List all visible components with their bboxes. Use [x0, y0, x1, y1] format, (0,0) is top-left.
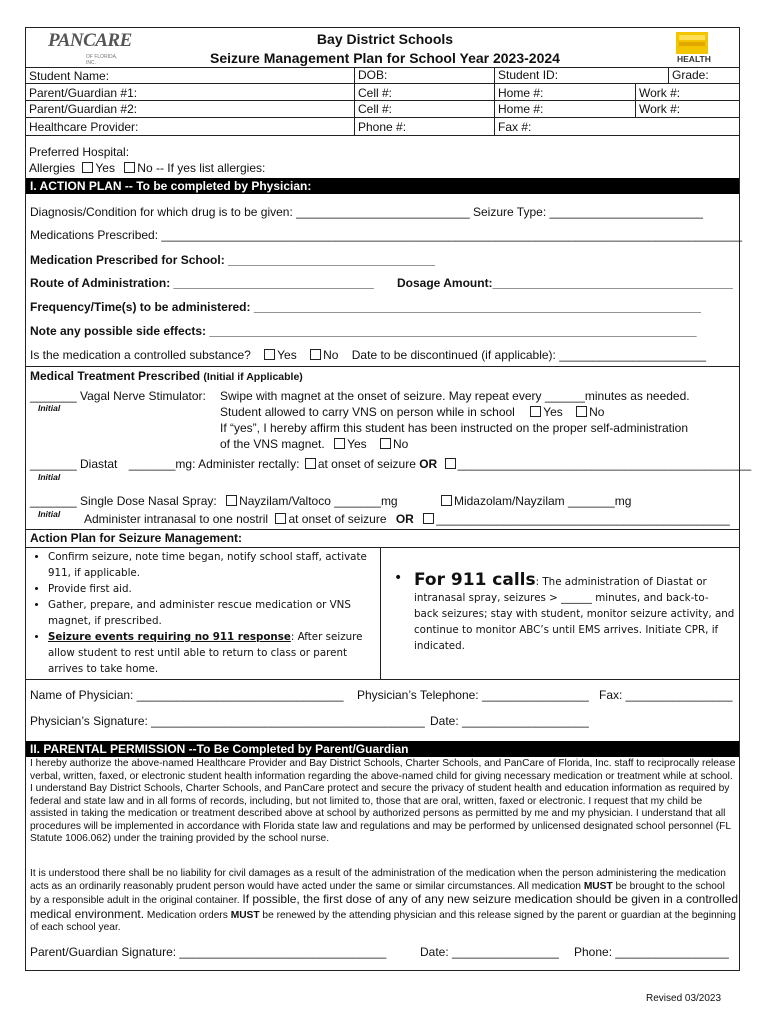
intranasal-other-checkbox[interactable] — [423, 513, 434, 524]
divider — [25, 679, 740, 680]
controlled-no-label: No — [323, 348, 339, 362]
nasal-initial-label: Initial — [38, 509, 61, 519]
guardian-phone-field[interactable]: Phone: _________________ — [574, 945, 729, 959]
vns-affirm-yes-label: Yes — [347, 437, 367, 451]
guardian1-home-field[interactable]: Home #: — [498, 86, 544, 100]
vns-label: Vagal Nerve Stimulator: — [80, 389, 206, 403]
frequency-field[interactable]: Frequency/Time(s) to be administered: ___________________________________________________________________ — [30, 300, 701, 314]
divider — [25, 529, 740, 530]
pancare-logo-subtext: OF FLORIDA, INC. — [86, 54, 118, 66]
allergies-yes-label: Yes — [95, 161, 115, 175]
physician-fax-field[interactable]: Fax: ________________ — [599, 688, 733, 702]
guardian1-cell-field[interactable]: Cell #: — [358, 86, 393, 100]
diastat-onset-checkbox[interactable] — [305, 458, 316, 469]
diastat-label: Diastat — [80, 457, 118, 471]
nayzilam-dose[interactable]: Nayzilam/Valtoco _______mg — [239, 494, 398, 508]
section2-header: II. PARENTAL PERMISSION --To Be Completed by Parent/Guardian — [26, 741, 739, 757]
health-logo-text: HEALTH — [677, 54, 711, 64]
physician-phone-field[interactable]: Physician’s Telephone: ________________ — [357, 688, 589, 702]
diastat-initial-blank[interactable]: _______ — [30, 457, 77, 471]
controlled-yes-checkbox[interactable] — [264, 349, 275, 360]
treatment-title-row — [30, 369, 303, 383]
liability-text: Medication orders — [144, 909, 231, 921]
controlled-yes-label: Yes — [277, 348, 297, 362]
diastat-other-field[interactable]: ____________________________________________ — [457, 457, 752, 471]
grade-field[interactable]: Grade: — [672, 68, 709, 82]
guardian1-field[interactable]: Parent/Guardian #1: — [29, 86, 138, 100]
must-emphasis: MUST — [230, 909, 260, 921]
intranasal-row — [84, 512, 730, 526]
authorization-paragraph: I hereby authorize the above-named Healthcare Provider and Bay District Schools, Charter Schools, and PanCare of Florida, Inc. staff to reciprocally release verbal, written, faxed, or electronic student health information regarding the above-named child for giving necessary medication or treatment while at school. I understand Bay District Schools, Charter Schools, and PanCare protect and secure the privacy of student health and education information as required by federal and state law and in all forms of records, including, but not limited to, those that are oral, written, faxed or electronic. I request that my child be assisted in taking the medication or treatment described above at school by authorized persons as permitted by me and my physician. I understand that all procedures will be implemented in accordance with Florida state law and regulations and may be performed by unlicensed designated school personnel (FL Statute 1006.062) under the training provided by the school nurse. — [30, 758, 736, 844]
vns-carry-no-label: No — [589, 405, 605, 419]
no911-text: : After seizure allow student to rest until able to return to class or parent arrives to take home. — [48, 631, 363, 675]
physician-signature-field[interactable]: Physician’s Signature: _________________________________________ — [30, 714, 425, 728]
controlled-no-checkbox[interactable] — [310, 349, 321, 360]
guardian-signature-field[interactable]: Parent/Guardian Signature: _______________________________ — [30, 945, 387, 959]
midazolam-dose[interactable]: Midazolam/Nayzilam _______mg — [453, 494, 632, 508]
discontinue-field[interactable]: Date to be discontinued (if applicable): ______________________ — [351, 348, 707, 362]
guardian1-work-field[interactable]: Work #: — [639, 86, 681, 100]
student-id-field[interactable]: Student ID: — [498, 68, 559, 82]
liability-emphasis-text: If possible, the first dose of any of any new seizure medication should be given in a controlled medical environment. — [30, 892, 738, 921]
diastat-initial-label: Initial — [38, 472, 61, 482]
guardian-date-field[interactable]: Date: ________________ — [420, 945, 559, 959]
liability-text: be brought to the school by a responsible adult in the original container. — [30, 880, 725, 906]
physician-name-field[interactable]: Name of Physician: _______________________________ — [30, 688, 344, 702]
diastat-dose[interactable]: _______mg: Administer rectally: — [128, 457, 300, 471]
revised-date: Revised 03/2023 — [646, 993, 722, 1004]
document-title: Bay District Schools — [316, 31, 454, 47]
vns-line1: Swipe with magnet at the onset of seizure. May repeat every ______minutes as needed. — [220, 389, 690, 403]
section1-header: I. ACTION PLAN -- To be completed by Physician: — [26, 178, 739, 194]
provider-phone-field[interactable]: Phone #: — [358, 120, 407, 134]
guardian2-work-field[interactable]: Work #: — [639, 102, 681, 116]
divider — [25, 366, 740, 367]
vns-line3: If “yes”, I hereby affirm this student has been instructed on the proper self-administration — [220, 421, 689, 435]
vns-affirm-no-label: No — [393, 437, 409, 451]
diastat-onset-label: at onset of seizure — [317, 457, 416, 471]
physician-date-field[interactable]: Date: ___________________ — [430, 714, 589, 728]
mgmt-title: Action Plan for Seizure Management: — [30, 531, 243, 545]
call911-text: : The administration of Diastat or intranasal spray, seizures > ______ minutes, and back-to- back seizures; stay with student, monitor seizure activity, and continue to monitor ABC’s until EMS arrives. Initiate CPR, if indicated. — [414, 576, 735, 652]
mgmt-item-no911 — [48, 629, 378, 677]
controlled-row — [30, 348, 706, 362]
nasal-initial-blank[interactable]: _______ — [30, 494, 77, 508]
vns-line4-row — [220, 437, 408, 451]
mgmt-list — [26, 549, 378, 677]
allergies-no-label: No -- If yes list allergies: — [137, 161, 266, 175]
dob-field[interactable]: DOB: — [358, 68, 388, 82]
intranasal-or: OR — [395, 512, 414, 526]
provider-fax-field[interactable]: Fax #: — [498, 120, 532, 134]
treatment-title: Medical Treatment Prescribed — [30, 369, 201, 383]
intranasal-other-field[interactable]: ____________________________________________ — [436, 512, 730, 526]
preferred-hospital-field[interactable]: Preferred Hospital: — [29, 145, 130, 159]
student-name-field[interactable]: Student Name: — [29, 69, 110, 83]
diastat-row — [80, 457, 751, 471]
diastat-other-checkbox[interactable] — [445, 458, 456, 469]
must-emphasis: MUST — [583, 880, 613, 892]
vns-line4: of the VNS magnet. — [220, 437, 325, 451]
mgmt-item: • Provide first aid. — [48, 581, 378, 597]
vns-affirm-yes-checkbox[interactable] — [334, 438, 345, 449]
vns-initial-blank[interactable]: _______ — [30, 389, 77, 403]
nasal-label: Single Dose Nasal Spray: — [80, 494, 217, 508]
controlled-question: Is the medication a controlled substance? — [30, 348, 251, 362]
intranasal-label: Administer intranasal to one nostril — [84, 512, 269, 526]
no911-title: Seizure events requiring no 911 response — [48, 631, 291, 643]
mgmt-item: • Confirm seizure, note time began, notify school staff, activate 911, if applicable. — [48, 549, 378, 581]
diastat-or: OR — [419, 457, 438, 471]
route-field[interactable]: Route of Administration: ______________________________ — [30, 276, 374, 290]
call911-title: For 911 calls — [414, 570, 536, 590]
treatment-note: (Initial if Applicable) — [203, 371, 303, 383]
mgmt-col-divider — [380, 547, 381, 679]
vns-line2-row — [220, 405, 604, 419]
pancare-logo-text: PANCARE — [48, 30, 132, 51]
provider-field[interactable]: Healthcare Provider: — [29, 120, 139, 134]
call911-block — [414, 572, 736, 654]
nasal-row — [80, 494, 631, 508]
vns-carry-no-checkbox[interactable] — [576, 406, 587, 417]
mgmt-item: • Gather, prepare, and administer rescue medication or VNS magnet, if prescribed. — [48, 597, 378, 629]
med-school-field[interactable]: Medication Prescribed for School: _______________________________ — [30, 253, 435, 267]
medications-field[interactable]: Medications Prescribed: _______________________________________________________________________________________ — [30, 228, 743, 242]
vns-affirm-no-checkbox[interactable] — [380, 438, 391, 449]
nayzilam-checkbox[interactable] — [226, 495, 237, 506]
allergies-label: Allergies — [29, 161, 76, 175]
intranasal-onset-label: at onset of seizure — [288, 512, 387, 526]
vns-initial-label: Initial — [38, 403, 61, 413]
vns-line2: Student allowed to carry VNS on person while in school — [220, 405, 515, 419]
diagnosis-field[interactable]: Diagnosis/Condition for which drug is to be given: __________________________ Seizure Type: _______________________ — [30, 205, 703, 219]
side-effects-field[interactable]: Note any possible side effects: _________________________________________________________________________ — [30, 324, 697, 338]
vns-carry-yes-label: Yes — [543, 405, 563, 419]
liability-text: It is understood there shall be no liability for civil damages as a result of the administration of the medication when the person administering the medication acts as an ordinarily reasonably prudent person would have acted under the same or similar circumstances. All medication — [30, 868, 726, 892]
guardian2-cell-field[interactable]: Cell #: — [358, 102, 393, 116]
divider — [25, 547, 740, 548]
guardian2-home-field[interactable]: Home #: — [498, 102, 544, 116]
bullet-icon: • — [394, 570, 403, 586]
allergies-yes-checkbox[interactable] — [82, 162, 93, 173]
liability-text: be renewed by the attending physician and this release signed by the parent or guardian at the beginning of each school year. — [30, 909, 736, 933]
intranasal-onset-checkbox[interactable] — [275, 513, 286, 524]
allergies-no-checkbox[interactable] — [124, 162, 135, 173]
vns-carry-yes-checkbox[interactable] — [530, 406, 541, 417]
liability-paragraph — [30, 868, 738, 935]
dosage-field[interactable]: Dosage Amount:____________________________________ — [397, 276, 733, 290]
midazolam-checkbox[interactable] — [441, 495, 452, 506]
document-subtitle: Seizure Management Plan for School Year 2023-2024 — [210, 50, 560, 66]
guardian2-field[interactable]: Parent/Guardian #2: — [29, 102, 138, 116]
allergies-row — [29, 161, 265, 175]
